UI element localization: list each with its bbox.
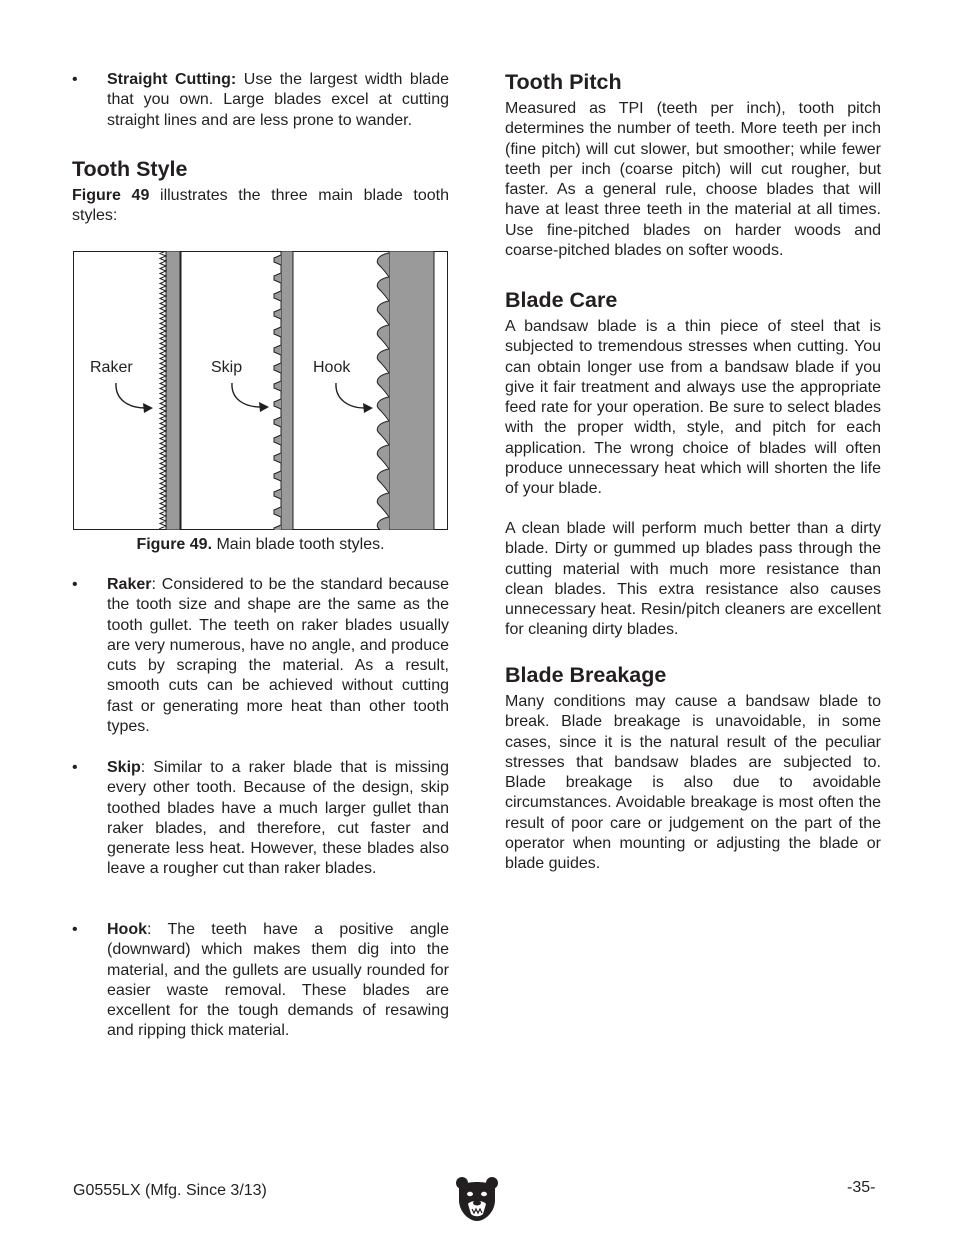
bullet-lead: Straight Cutting: bbox=[107, 71, 237, 88]
label-raker: Raker bbox=[90, 359, 133, 376]
hook-blade bbox=[389, 251, 434, 530]
bullet-hook: • Hook: The teeth have a positive angle (downward) which makes them dig into the material, and the gullets are usually rounded for easier waste removal. These blades are excellent for the tough demands of resawing and ripping thick material. bbox=[72, 921, 449, 1040]
bear-head-logo-icon bbox=[455, 1176, 499, 1222]
bullet-skip: • Skip: Similar to a raker blade that is missing every other tooth. Because of the design, skip toothed blades have a much larger gullet than raker blades, and therefore, cut faster and generate less heat. However, these blades also leave a rougher cut than raker blades. bbox=[72, 759, 449, 878]
bullet-symbol: • bbox=[72, 71, 78, 88]
raker-blade bbox=[166, 251, 180, 530]
figure-reference: Figure 49 bbox=[72, 187, 150, 204]
blade-care-para-2: A clean blade will perform much better than a dirty blade. Dirty or gummed up blades pass through the cutting material with much more resistance than clean blades. This extra resistance also causes unnecessary heat. Resin/pitch cleaners are excellent for cleaning dirty blades. bbox=[505, 520, 881, 639]
blade-breakage-text: Many conditions may cause a bandsaw blade to break. Blade breakage is unavoidable, in some cases, since it is the natural result of the peculiar stresses that bandsaw blades are subjected to. Blade breakage is also due to avoidable circumstances. Avoidable breakage is most often the result of poor care or judgement on the part of the operator when mounting or adjusting the blade or blade guides. bbox=[505, 693, 881, 873]
bullet-body: Use the largest width blade that you own. Large blades excel at cutting straight lines and are less prone to wander. bbox=[107, 71, 449, 129]
page-number: -35- bbox=[847, 1179, 876, 1196]
blade-tooth-diagram bbox=[73, 251, 448, 530]
blade-care-para-1: A bandsaw blade is a thin piece of steel that is subjected to tremendous stresses when cutting. You can obtain longer use from a bandsaw blade if you give it fair treatment and always use the appropriate feed rate for your operation. Be sure to select blades with the proper width, style, and pitch for each application. The wrong choice of blades will often produce unnecessary heat which will shorten the life of your blade. bbox=[505, 318, 881, 498]
figure-49-blade-tooth-styles bbox=[73, 251, 448, 530]
heading-tooth-pitch: Tooth Pitch bbox=[505, 70, 622, 94]
heading-blade-breakage: Blade Breakage bbox=[505, 663, 667, 687]
skip-blade bbox=[281, 251, 293, 530]
tooth-pitch-text: Measured as TPI (teeth per inch), tooth pitch determines the number of teeth. More teeth per inch (fine pitch) will cut slower, but smoother; while fewer teeth per inch (coarse pitch) will cut rougher, but faster. As a general rule, choose blades that will have at least three teeth in the material at all times. Use fine-pitched blades on harder woods and coarse-pitched blades on softer woods. bbox=[505, 100, 881, 260]
heading-tooth-style: Tooth Style bbox=[72, 157, 188, 181]
label-skip: Skip bbox=[211, 359, 243, 376]
tooth-style-intro: Figure 49 illustrates the three main blade tooth styles: bbox=[72, 187, 450, 225]
figure-caption: Figure 49. Main blade tooth styles. bbox=[136, 536, 385, 553]
heading-blade-care: Blade Care bbox=[505, 288, 618, 312]
label-hook: Hook bbox=[313, 359, 351, 376]
footer-model: G0555LX (Mfg. Since 3/13) bbox=[73, 1182, 267, 1199]
bullet-raker: • Raker: Considered to be the standard because the tooth size and shape are the same as the tooth gullet. The teeth on raker blades usually are very numerous, have no angle, and produce cuts by scraping the material. As a result, smooth cuts can be achieved without cutting fast or generating more heat than other tooth types. bbox=[72, 576, 449, 736]
bullet-straight-cutting bbox=[72, 70, 449, 131]
